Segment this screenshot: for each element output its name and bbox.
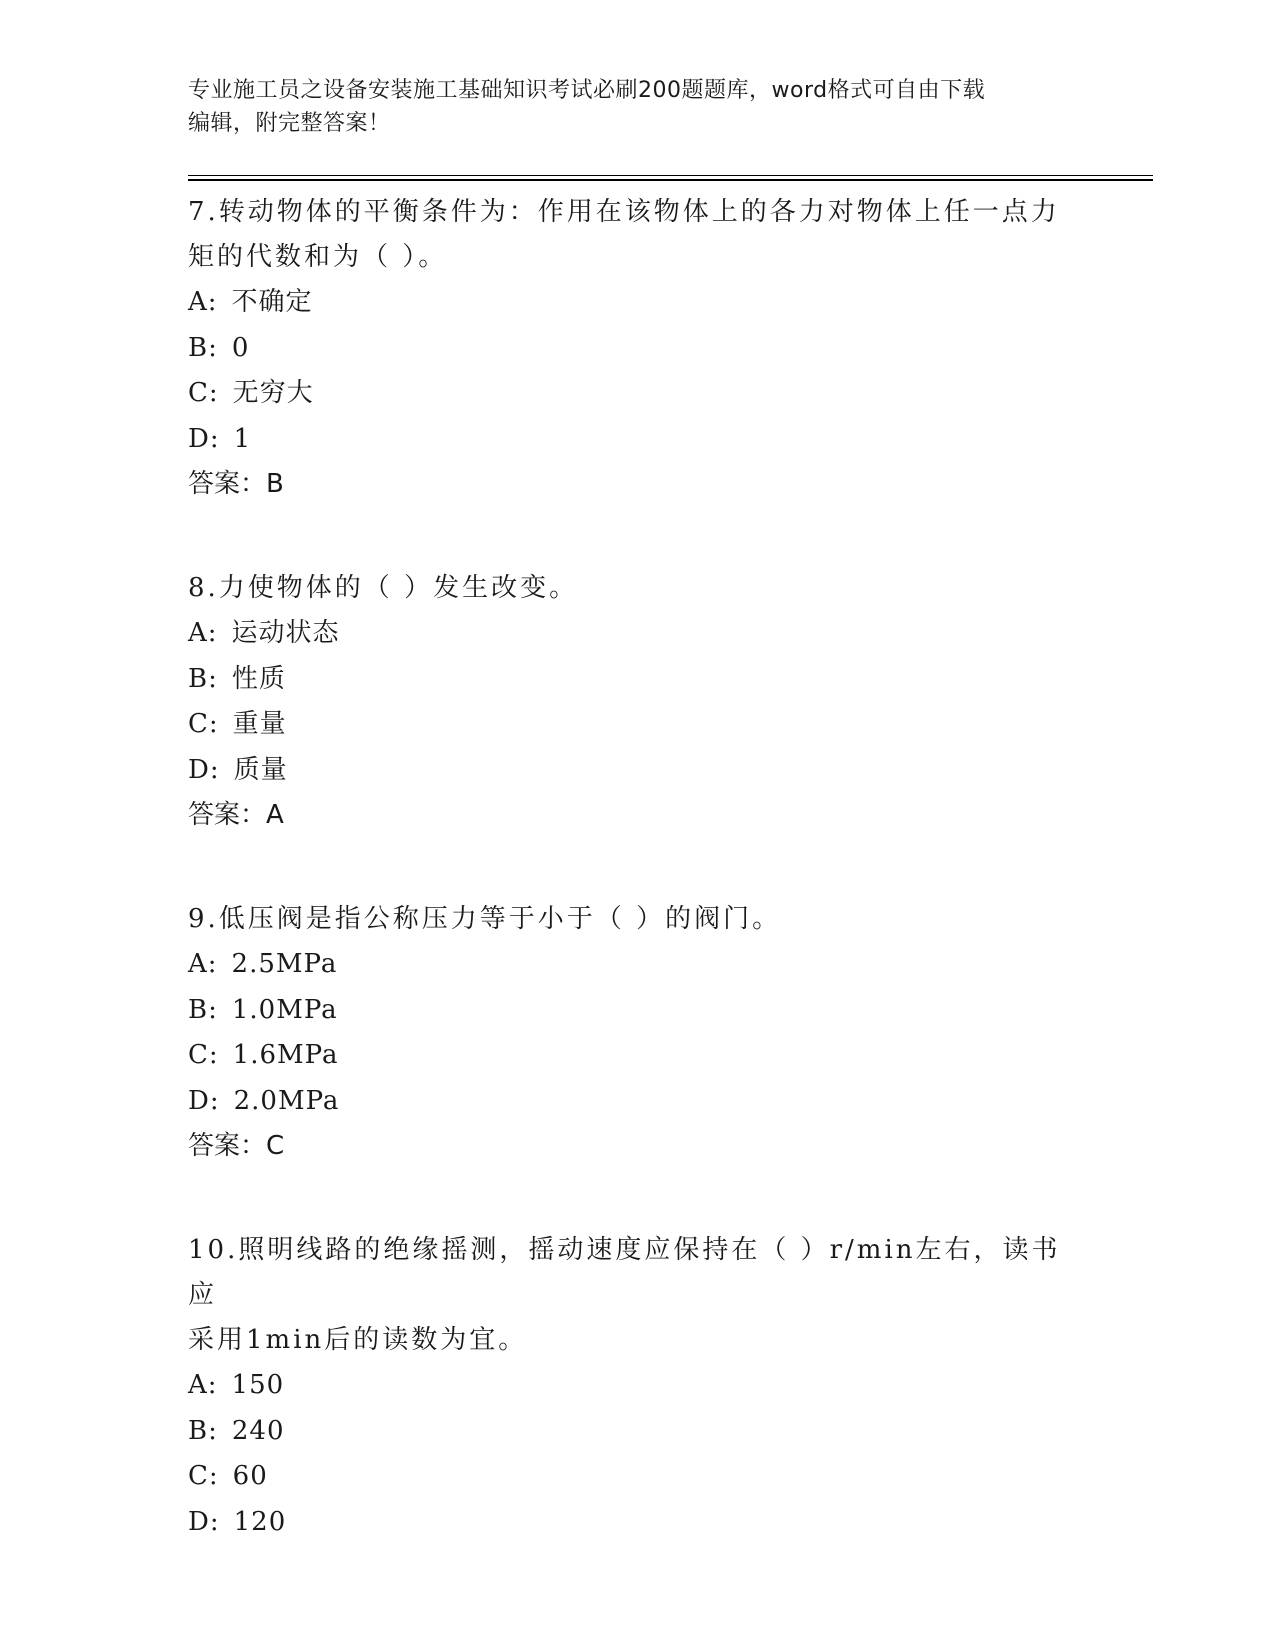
option-label: C: bbox=[188, 709, 219, 739]
question-stem-line: 7.转动物体的平衡条件为：作用在该物体上的各力对物体上任一点力 bbox=[188, 197, 1060, 227]
answer-text: 答案：C bbox=[188, 1131, 285, 1161]
option-label: C: bbox=[188, 378, 219, 408]
option-b bbox=[188, 988, 1088, 1034]
question-list bbox=[188, 190, 1088, 1545]
option-b bbox=[188, 1409, 1088, 1455]
question-stem-line: 9.低压阀是指公称压力等于小于（ ）的阀门。 bbox=[188, 904, 782, 934]
option-d bbox=[188, 748, 1088, 794]
question-gap bbox=[188, 1168, 1088, 1228]
option-text: 1.6MPa bbox=[232, 1040, 339, 1070]
option-text: 重量 bbox=[232, 709, 287, 739]
question-gap bbox=[188, 506, 1088, 566]
header-line-2: 编辑，附完整答案！ bbox=[188, 111, 391, 136]
option-label: B: bbox=[188, 1415, 218, 1446]
header-line-1: 专业施工员之设备安装施工基础知识考试必刷200题题库，word格式可自由下载 bbox=[188, 78, 986, 103]
document-header bbox=[188, 74, 1088, 140]
option-text: 2.0MPa bbox=[233, 1085, 340, 1116]
option-text: 150 bbox=[231, 1370, 285, 1400]
option-text: 60 bbox=[232, 1461, 268, 1491]
option-a bbox=[188, 280, 1088, 326]
option-label: D: bbox=[188, 423, 220, 454]
option-label: B: bbox=[188, 663, 218, 694]
option-label: A: bbox=[188, 949, 218, 979]
question-stem-line: 矩的代数和为（ ）。 bbox=[188, 242, 448, 272]
option-d bbox=[188, 1079, 1088, 1125]
option-c bbox=[188, 1454, 1088, 1500]
option-label: B: bbox=[188, 994, 218, 1025]
option-label: D: bbox=[188, 754, 220, 785]
option-text: 质量 bbox=[233, 754, 288, 785]
option-text: 1 bbox=[233, 423, 252, 454]
option-label: C: bbox=[188, 1461, 219, 1491]
question-stem-line: 采用1min后的读数为宜。 bbox=[188, 1325, 528, 1355]
option-label: D: bbox=[188, 1506, 220, 1537]
option-a bbox=[188, 942, 1088, 988]
option-text: 2.5MPa bbox=[231, 949, 338, 979]
option-d bbox=[188, 1500, 1088, 1546]
option-text: 120 bbox=[233, 1506, 287, 1537]
header-rule-thick bbox=[188, 179, 1153, 181]
option-text: 1.0MPa bbox=[231, 994, 338, 1025]
option-c bbox=[188, 371, 1088, 417]
answer-text: 答案：B bbox=[188, 469, 284, 499]
option-label: D: bbox=[188, 1085, 220, 1116]
option-label: A: bbox=[188, 1370, 218, 1400]
option-a bbox=[188, 1363, 1088, 1409]
option-c bbox=[188, 702, 1088, 748]
question-9 bbox=[188, 897, 1088, 1168]
question-stem-line: 10.照明线路的绝缘摇测，摇动速度应保持在（ ）r/min左右，读书应 bbox=[188, 1235, 1061, 1310]
option-c bbox=[188, 1033, 1088, 1079]
header-rule-thin bbox=[188, 175, 1153, 176]
option-label: B: bbox=[188, 332, 218, 363]
option-a bbox=[188, 611, 1088, 657]
option-d bbox=[188, 417, 1088, 463]
option-label: C: bbox=[188, 1040, 219, 1070]
option-b bbox=[188, 326, 1088, 372]
option-text: 性质 bbox=[231, 663, 286, 694]
question-gap bbox=[188, 837, 1088, 897]
question-10 bbox=[188, 1228, 1088, 1545]
answer-text: 答案：A bbox=[188, 800, 284, 830]
option-label: A: bbox=[188, 618, 218, 648]
option-label: A: bbox=[188, 287, 218, 317]
option-text: 无穷大 bbox=[232, 378, 314, 408]
option-text: 不确定 bbox=[231, 287, 313, 317]
question-8 bbox=[188, 566, 1088, 837]
option-text: 运动状态 bbox=[231, 618, 340, 648]
question-7 bbox=[188, 190, 1088, 506]
question-stem-line: 8.力使物体的（ ）发生改变。 bbox=[188, 573, 579, 603]
option-text: 240 bbox=[231, 1415, 285, 1446]
option-b bbox=[188, 657, 1088, 703]
option-text: 0 bbox=[231, 332, 250, 363]
